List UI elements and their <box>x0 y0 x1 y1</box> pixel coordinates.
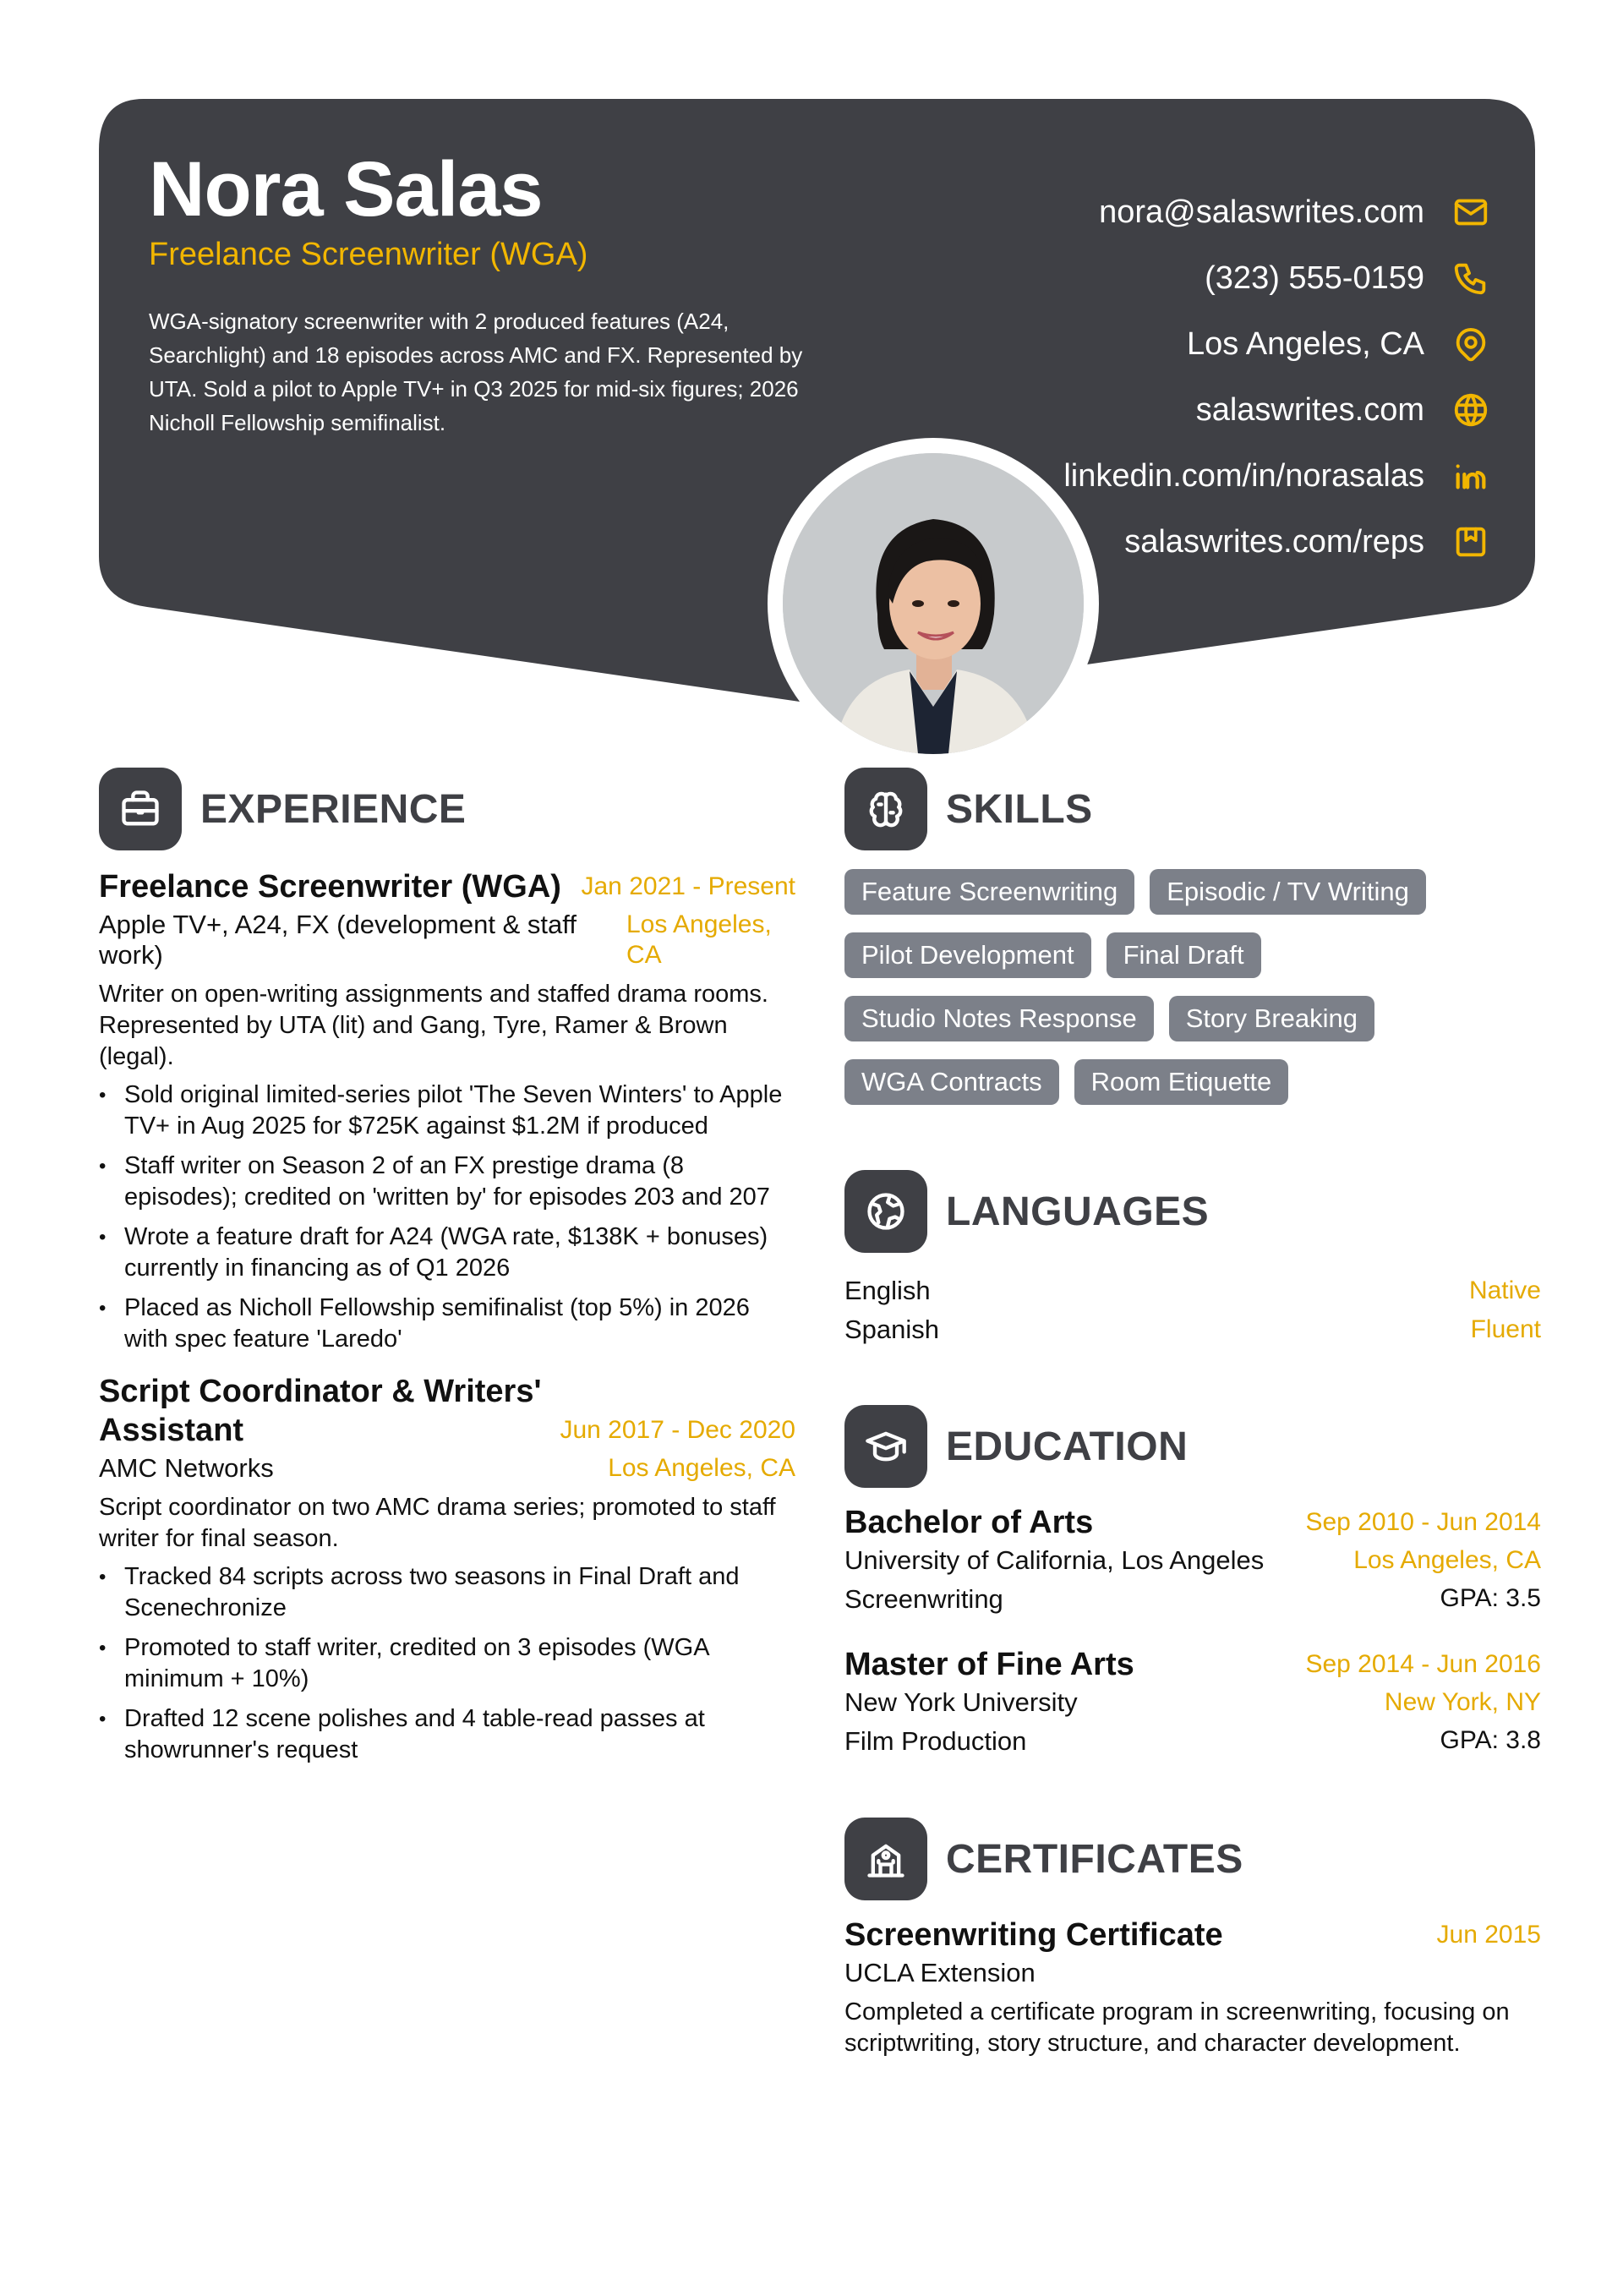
achievement-item: • Staff writer on Season 2 of an FX prestige drama (8 episodes); credited on 'written by' for episodes 203 and 207 <box>99 1151 795 1213</box>
experience-heading <box>99 768 795 850</box>
education-entry-1 <box>844 1503 1541 1615</box>
skill-tag: Room Etiquette <box>1074 1059 1289 1105</box>
contact-phone[interactable] <box>731 245 1492 311</box>
candidate-headline: Freelance Screenwriter (WGA) <box>149 237 588 272</box>
contact-linkedin-text[interactable]: linkedin.com/in/norasalas <box>1063 457 1424 494</box>
school-location: New York, NY <box>1384 1688 1541 1716</box>
achievement-item: • Tracked 84 scripts across two seasons in Final Draft and Scenechronize <box>99 1561 795 1624</box>
mail-icon <box>1450 191 1492 233</box>
job-achievements <box>99 1080 795 1355</box>
job-organization: AMC Networks <box>99 1453 274 1483</box>
bookmark-icon <box>1450 521 1492 563</box>
profile-summary: WGA-signatory screenwriter with 2 produced features (A24, Searchlight) and 18 episodes across AMC and FX. Represented by UTA. Sold a pilot to Apple TV+ in Q3 2025 for mid-six figures; 2026 Nicholl Fellowship semifinalist. <box>149 309 803 435</box>
contact-location <box>731 311 1492 377</box>
language-level: Fluent <box>1470 1315 1541 1343</box>
language-row <box>844 1310 1541 1349</box>
skill-tag: Final Draft <box>1107 932 1261 978</box>
contact-website-text[interactable]: salaswrites.com <box>1195 391 1424 428</box>
contact-email-text[interactable]: nora@salaswrites.com <box>1099 194 1424 230</box>
language-list <box>844 1271 1541 1349</box>
job-title: Script Coordinator & Writers' Assistant <box>99 1374 542 1448</box>
job-title: Freelance Screenwriter (WGA) <box>99 869 561 905</box>
skill-tag: Episodic / TV Writing <box>1150 869 1426 915</box>
certificate-issuer: UCLA Extension <box>844 1958 1036 1987</box>
education-title: EDUCATION <box>946 1424 1189 1469</box>
contact-phone-text[interactable]: (323) 555-0159 <box>1205 260 1424 296</box>
contact-website[interactable] <box>731 377 1492 443</box>
certificate-name: Screenwriting Certificate <box>844 1917 1223 1953</box>
left-column <box>99 768 795 1774</box>
experience-title: EXPERIENCE <box>200 786 467 832</box>
skill-tag: Pilot Development <box>844 932 1091 978</box>
experience-entry-2 <box>99 1372 795 1766</box>
phone-icon <box>1450 257 1492 299</box>
briefcase-icon <box>99 768 182 850</box>
achievement-item: • Sold original limited-series pilot 'The Seven Winters' to Apple TV+ in Aug 2025 for $725K against $1.2M if produced <box>99 1080 795 1142</box>
skill-tag: Story Breaking <box>1169 996 1374 1041</box>
language-name: Spanish <box>844 1315 940 1344</box>
language-level: Native <box>1468 1276 1541 1304</box>
job-description: Writer on open-writing assignments and staffed drama rooms. Represented by UTA (lit) and Gang, Tyre, Ramer & Brown (legal). <box>99 981 768 1070</box>
skill-tag: WGA Contracts <box>844 1059 1059 1105</box>
language-row <box>844 1271 1541 1310</box>
degree: Bachelor of Arts <box>844 1505 1094 1540</box>
certificates-heading <box>844 1818 1541 1900</box>
achievement-item: • Placed as Nicholl Fellowship semifinalist (top 5%) in 2026 with spec feature 'Laredo' <box>99 1293 795 1355</box>
building-icon <box>844 1818 927 1900</box>
job-location: Los Angeles, CA <box>608 1454 795 1482</box>
right-column <box>844 768 1541 2059</box>
graduation-cap-icon <box>844 1405 927 1488</box>
field-of-study: Film Production <box>844 1726 1027 1756</box>
education-heading <box>844 1405 1541 1488</box>
skill-tag: Feature Screenwriting <box>844 869 1134 915</box>
brain-icon <box>844 768 927 850</box>
contact-location-text: Los Angeles, CA <box>1187 325 1424 362</box>
globe-icon <box>1450 389 1492 431</box>
school: New York University <box>844 1687 1078 1717</box>
education-entry-2 <box>844 1645 1541 1757</box>
world-icon <box>844 1170 927 1253</box>
certificate-description: Completed a certificate program in screenwriting, focusing on scriptwriting, story structure, and character development. <box>844 1998 1510 2057</box>
map-pin-icon <box>1450 323 1492 365</box>
gpa: GPA: 3.8 <box>1440 1726 1541 1754</box>
candidate-name: Nora Salas <box>149 146 543 232</box>
achievement-item: • Wrote a feature draft for A24 (WGA rate, $138K + bonuses) currently in financing as of Q1 2026 <box>99 1222 795 1284</box>
skills-title: SKILLS <box>946 786 1093 832</box>
skill-tag: Studio Notes Response <box>844 996 1154 1041</box>
profile-photo <box>783 453 1084 754</box>
linkedin-icon <box>1450 455 1492 497</box>
skill-tags <box>844 869 1487 1123</box>
job-date: Jun 2017 - Dec 2020 <box>560 1416 795 1444</box>
languages-title: LANGUAGES <box>946 1189 1210 1234</box>
contact-email[interactable] <box>731 179 1492 245</box>
skills-heading <box>844 768 1541 850</box>
portrait-illustration <box>783 453 1084 754</box>
achievement-item: • Drafted 12 scene polishes and 4 table-read passes at showrunner's request <box>99 1703 795 1766</box>
degree: Master of Fine Arts <box>844 1647 1134 1682</box>
field-of-study: Screenwriting <box>844 1584 1003 1614</box>
language-name: English <box>844 1276 931 1305</box>
languages-heading <box>844 1170 1541 1253</box>
experience-entry-1 <box>99 867 795 1355</box>
job-location: Los Angeles, CA <box>626 910 772 969</box>
job-description: Script coordinator on two AMC drama series; promoted to staff writer for final season. <box>99 1494 776 1552</box>
achievement-item: • Promoted to staff writer, credited on 3 episodes (WGA minimum + 10%) <box>99 1632 795 1695</box>
education-date: Sep 2014 - Jun 2016 <box>1305 1650 1541 1678</box>
school-location: Los Angeles, CA <box>1353 1546 1541 1574</box>
job-date: Jan 2021 - Present <box>581 872 795 900</box>
school: University of California, Los Angeles <box>844 1545 1265 1575</box>
contact-reps-text[interactable]: salaswrites.com/reps <box>1124 523 1424 560</box>
job-achievements <box>99 1561 795 1766</box>
certificates-title: CERTIFICATES <box>946 1836 1243 1882</box>
education-date: Sep 2010 - Jun 2014 <box>1305 1508 1541 1536</box>
job-organization: Apple TV+, A24, FX (development & staff work) <box>99 910 577 970</box>
certificate-entry <box>844 1916 1541 2059</box>
gpa: GPA: 3.5 <box>1440 1584 1541 1612</box>
certificate-date: Jun 2015 <box>1436 1921 1541 1949</box>
